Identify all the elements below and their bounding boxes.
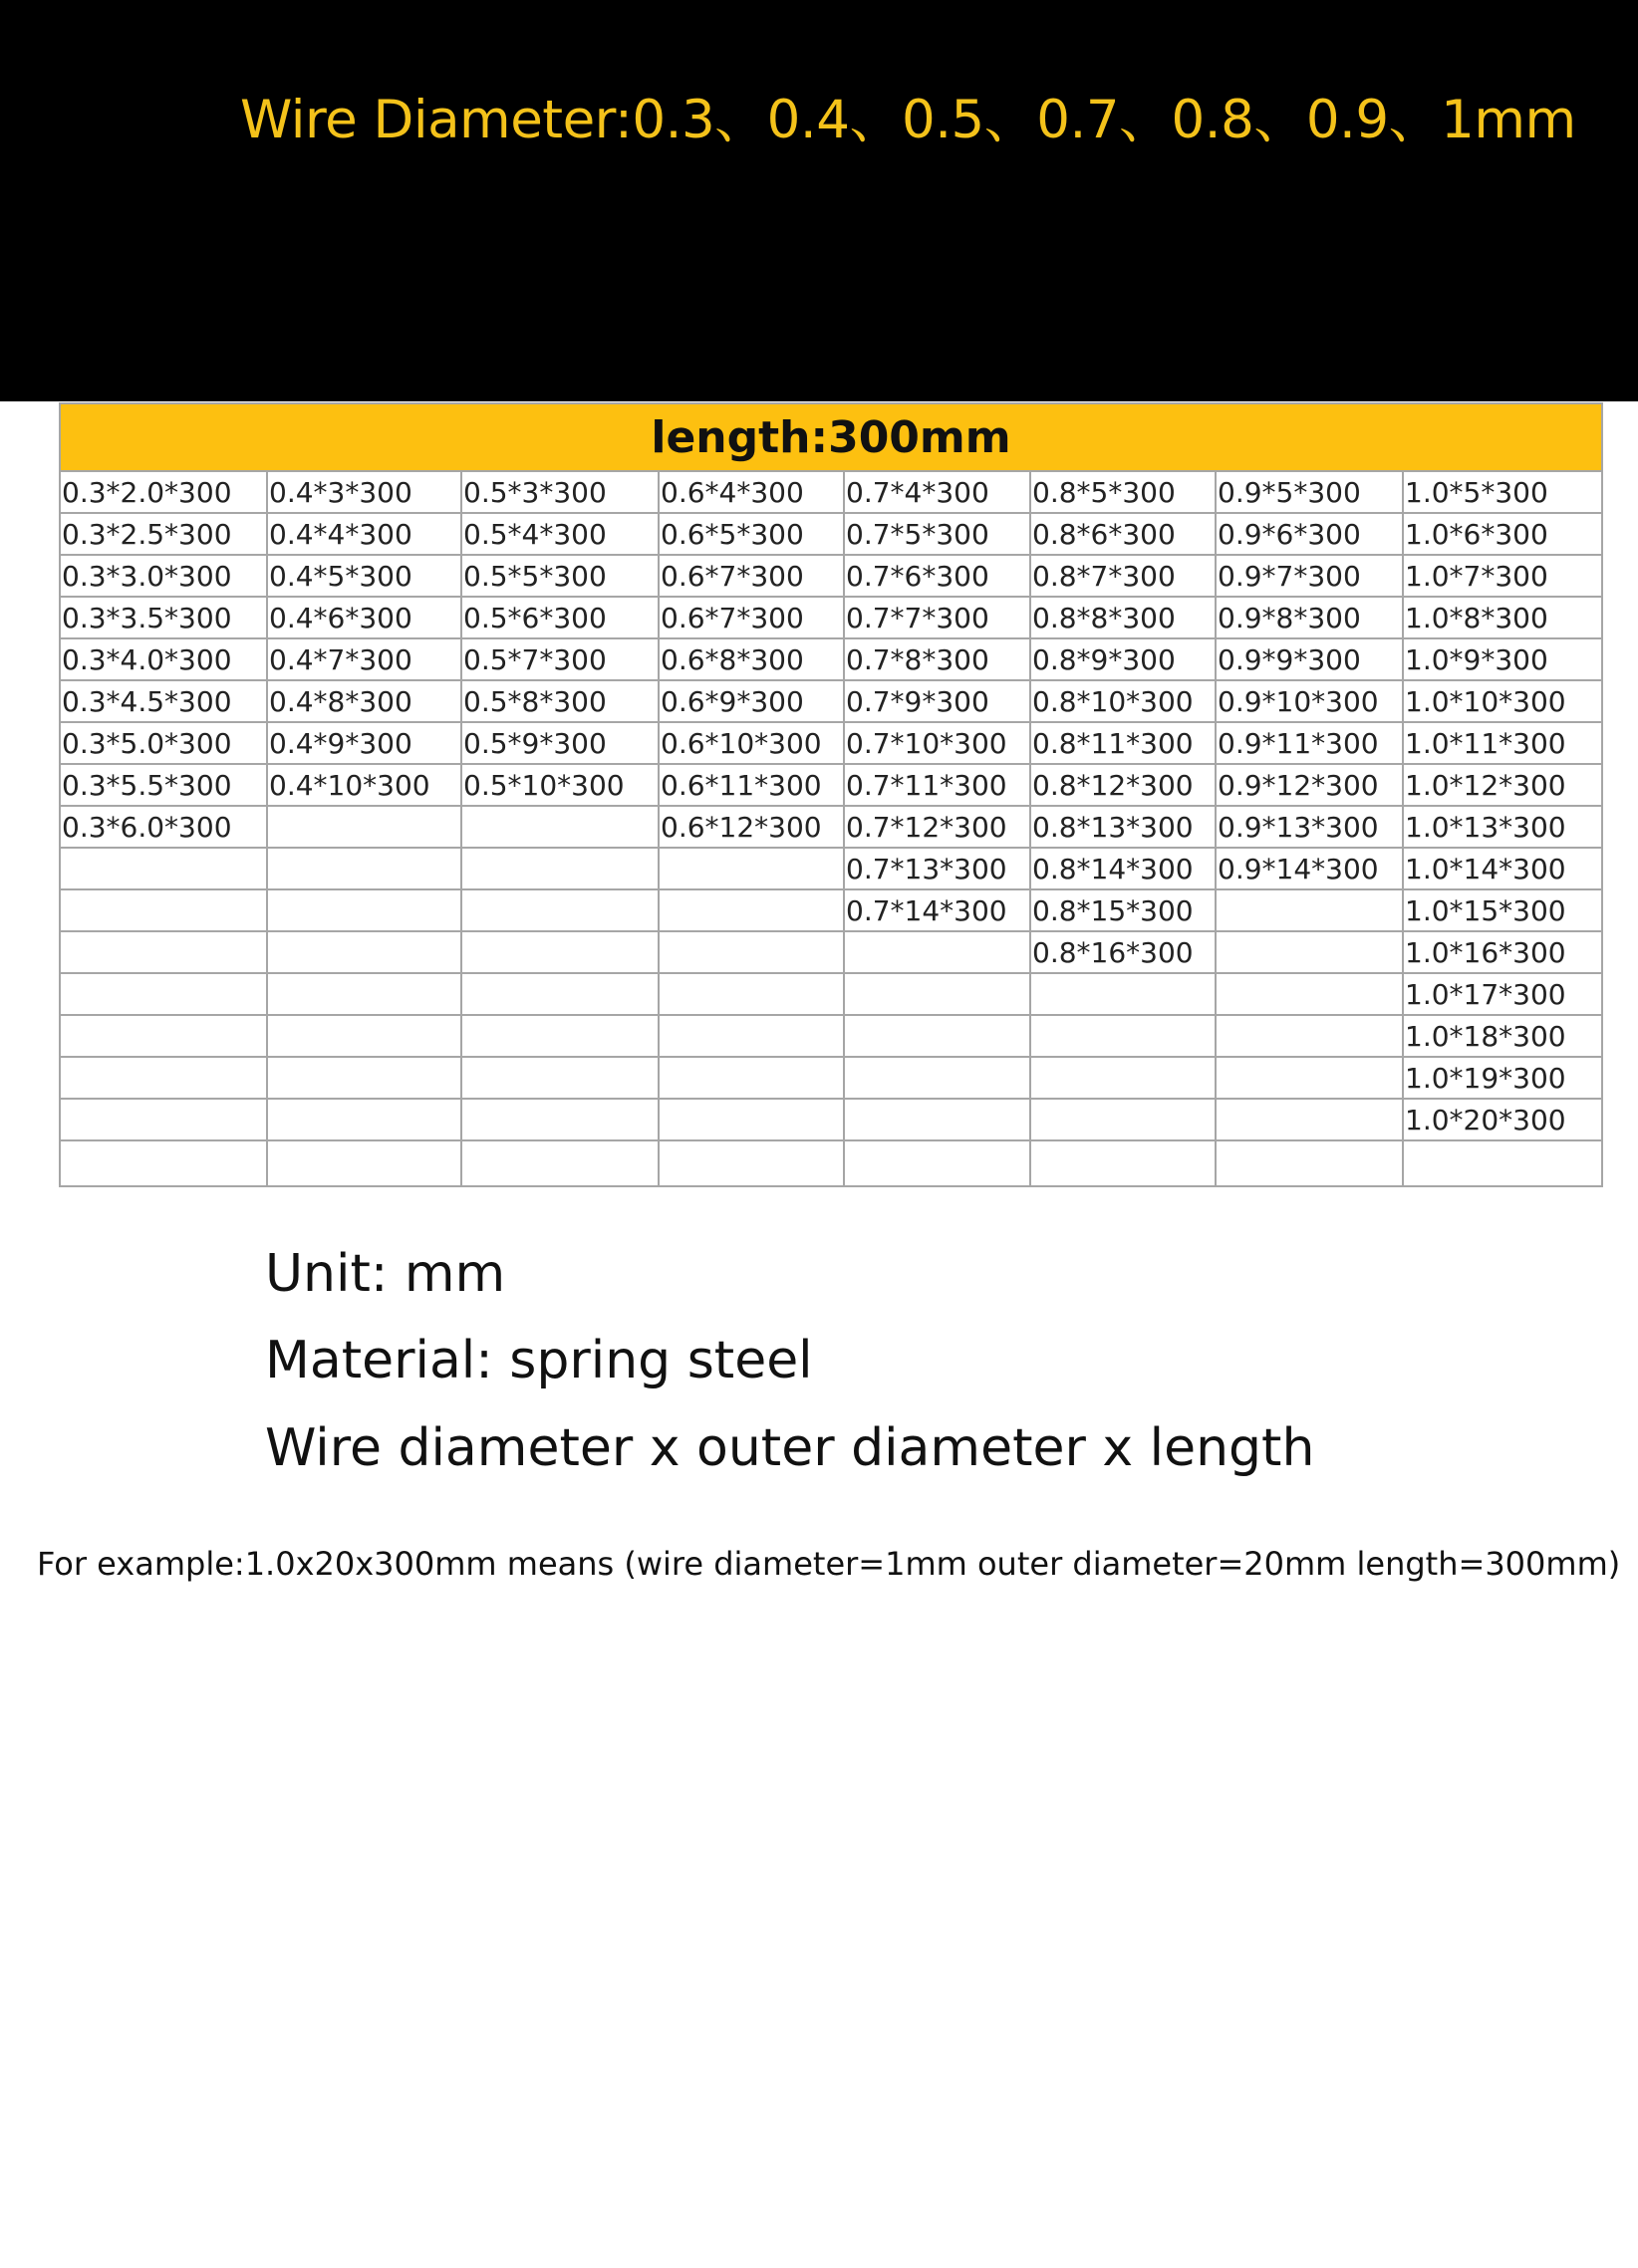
- spring-size-table: [59, 402, 1603, 1187]
- table-cell: [1030, 1099, 1216, 1140]
- table-cell: [659, 1015, 844, 1057]
- table-cell: [659, 931, 844, 973]
- table-cell: 0.3*5.5*300: [60, 764, 267, 806]
- table-cell: [461, 931, 659, 973]
- table-cell: [1030, 1015, 1216, 1057]
- table-cell: 0.8*12*300: [1030, 764, 1216, 806]
- top-banner: [0, 0, 1638, 401]
- table-cell: 0.6*10*300: [659, 722, 844, 764]
- table-cell: 0.8*7*300: [1030, 555, 1216, 597]
- table-cell: [461, 889, 659, 931]
- table-cell: 0.9*6*300: [1216, 513, 1403, 555]
- table-cell: 0.5*9*300: [461, 722, 659, 764]
- table-cell: 0.9*9*300: [1216, 638, 1403, 680]
- table-row: [60, 722, 1602, 764]
- table-cell: [60, 931, 267, 973]
- table-cell: 0.9*14*300: [1216, 848, 1403, 889]
- table-cell: 0.8*13*300: [1030, 806, 1216, 848]
- table-cell: [844, 1015, 1030, 1057]
- table-cell: 0.7*4*300: [844, 471, 1030, 513]
- table-cell: 0.8*6*300: [1030, 513, 1216, 555]
- table-row: [60, 597, 1602, 638]
- table-cell: 0.7*14*300: [844, 889, 1030, 931]
- table-row: [60, 1140, 1602, 1186]
- table-row: [60, 931, 1602, 973]
- table-cell: [267, 1140, 461, 1186]
- table-row: [60, 973, 1602, 1015]
- table-cell: [1403, 1140, 1602, 1186]
- table-cell: 0.4*5*300: [267, 555, 461, 597]
- material-text: Material: spring steel: [265, 1331, 813, 1390]
- table-cell: [659, 848, 844, 889]
- table-cell: 0.5*5*300: [461, 555, 659, 597]
- table-cell: 0.8*8*300: [1030, 597, 1216, 638]
- table-cell: [60, 889, 267, 931]
- table-cell: [844, 1099, 1030, 1140]
- table-cell: 0.8*10*300: [1030, 680, 1216, 722]
- format-text: Wire diameter x outer diameter x length: [265, 1418, 1315, 1478]
- table-cell: 1.0*9*300: [1403, 638, 1602, 680]
- table-cell: 1.0*6*300: [1403, 513, 1602, 555]
- table-cell: 0.6*11*300: [659, 764, 844, 806]
- table-cell: 0.4*10*300: [267, 764, 461, 806]
- table-cell: [60, 848, 267, 889]
- table-row: [60, 764, 1602, 806]
- table-cell: 0.6*4*300: [659, 471, 844, 513]
- table-cell: 0.6*9*300: [659, 680, 844, 722]
- table-cell: 0.4*7*300: [267, 638, 461, 680]
- table-cell: 1.0*20*300: [1403, 1099, 1602, 1140]
- table-cell: 0.5*10*300: [461, 764, 659, 806]
- table-cell: [844, 973, 1030, 1015]
- table-cell: [60, 973, 267, 1015]
- table-cell: [461, 973, 659, 1015]
- table-cell: 0.5*4*300: [461, 513, 659, 555]
- table-cell: 0.7*6*300: [844, 555, 1030, 597]
- table-cell: 0.7*13*300: [844, 848, 1030, 889]
- table-cell: 0.4*4*300: [267, 513, 461, 555]
- table-cell: 0.7*12*300: [844, 806, 1030, 848]
- table-cell: [1030, 1057, 1216, 1099]
- table-cell: 0.3*3.0*300: [60, 555, 267, 597]
- table-cell: 1.0*10*300: [1403, 680, 1602, 722]
- table-cell: [1216, 1057, 1403, 1099]
- table-cell: 0.7*10*300: [844, 722, 1030, 764]
- table-cell: [461, 806, 659, 848]
- table-cell: [267, 1057, 461, 1099]
- table-cell: [659, 973, 844, 1015]
- table-row: [60, 806, 1602, 848]
- wire-diameter-title: Wire Diameter:0.3、0.4、0.5、0.7、0.8、0.9、1mm: [240, 90, 1576, 150]
- table-cell: [60, 1099, 267, 1140]
- table-row: [60, 555, 1602, 597]
- table-cell: 1.0*13*300: [1403, 806, 1602, 848]
- table-cell: [844, 1057, 1030, 1099]
- table-cell: 1.0*12*300: [1403, 764, 1602, 806]
- table-cell: 1.0*16*300: [1403, 931, 1602, 973]
- table-row: [60, 638, 1602, 680]
- table-cell: [1216, 973, 1403, 1015]
- table-cell: [844, 931, 1030, 973]
- table-cell: 0.4*8*300: [267, 680, 461, 722]
- table-cell: [267, 1099, 461, 1140]
- table-cell: 0.8*15*300: [1030, 889, 1216, 931]
- table-cell: [60, 1057, 267, 1099]
- table-cell: 0.3*3.5*300: [60, 597, 267, 638]
- table-cell: [461, 1057, 659, 1099]
- table-body: [60, 471, 1602, 1186]
- table-cell: [60, 1015, 267, 1057]
- table-row: [60, 1015, 1602, 1057]
- table-row: [60, 1099, 1602, 1140]
- table-cell: 0.4*3*300: [267, 471, 461, 513]
- table-cell: 0.6*8*300: [659, 638, 844, 680]
- table-cell: 0.6*12*300: [659, 806, 844, 848]
- table-cell: [267, 931, 461, 973]
- table-cell: [659, 1099, 844, 1140]
- table-cell: 0.9*7*300: [1216, 555, 1403, 597]
- table-cell: 0.7*8*300: [844, 638, 1030, 680]
- table-cell: 1.0*14*300: [1403, 848, 1602, 889]
- table-cell: 0.9*11*300: [1216, 722, 1403, 764]
- table-cell: [461, 1015, 659, 1057]
- table-cell: 0.5*7*300: [461, 638, 659, 680]
- table-cell: 0.5*3*300: [461, 471, 659, 513]
- table-cell: 0.4*9*300: [267, 722, 461, 764]
- table-row: [60, 680, 1602, 722]
- table-cell: [267, 1015, 461, 1057]
- table-cell: 0.3*4.0*300: [60, 638, 267, 680]
- table-cell: 0.4*6*300: [267, 597, 461, 638]
- table-cell: [1216, 931, 1403, 973]
- table-cell: 0.3*5.0*300: [60, 722, 267, 764]
- table-cell: [659, 1140, 844, 1186]
- table-row: [60, 848, 1602, 889]
- table-cell: 0.3*4.5*300: [60, 680, 267, 722]
- table-cell: 1.0*15*300: [1403, 889, 1602, 931]
- table-cell: 0.8*14*300: [1030, 848, 1216, 889]
- table-row: [60, 889, 1602, 931]
- table-cell: 1.0*5*300: [1403, 471, 1602, 513]
- table-cell: 0.3*2.0*300: [60, 471, 267, 513]
- table-cell: [844, 1140, 1030, 1186]
- table-cell: 0.8*9*300: [1030, 638, 1216, 680]
- table-cell: 0.9*8*300: [1216, 597, 1403, 638]
- table-cell: [1216, 1099, 1403, 1140]
- table-cell: [267, 973, 461, 1015]
- table-cell: [1030, 1140, 1216, 1186]
- table-cell: [267, 806, 461, 848]
- table-cell: [1216, 889, 1403, 931]
- table-cell: 1.0*11*300: [1403, 722, 1602, 764]
- table-cell: 1.0*19*300: [1403, 1057, 1602, 1099]
- table-cell: [461, 1140, 659, 1186]
- table-cell: 0.7*9*300: [844, 680, 1030, 722]
- table-cell: [267, 848, 461, 889]
- table-cell: 0.7*7*300: [844, 597, 1030, 638]
- table-cell: 0.8*11*300: [1030, 722, 1216, 764]
- table-cell: [461, 848, 659, 889]
- table-cell: [60, 1140, 267, 1186]
- table-cell: 0.6*7*300: [659, 597, 844, 638]
- table-cell: 1.0*17*300: [1403, 973, 1602, 1015]
- table-cell: 0.6*5*300: [659, 513, 844, 555]
- table-cell: 0.5*8*300: [461, 680, 659, 722]
- table-cell: 1.0*7*300: [1403, 555, 1602, 597]
- table-cell: [659, 889, 844, 931]
- table-cell: 0.3*6.0*300: [60, 806, 267, 848]
- table-cell: 0.8*16*300: [1030, 931, 1216, 973]
- table-cell: 0.5*6*300: [461, 597, 659, 638]
- table-cell: [1216, 1140, 1403, 1186]
- table-cell: [267, 889, 461, 931]
- table-cell: 1.0*8*300: [1403, 597, 1602, 638]
- example-text: For example:1.0x20x300mm means (wire diameter=1mm outer diameter=20mm length=300mm): [37, 1545, 1621, 1583]
- table-header-length: length:300mm: [60, 403, 1602, 471]
- table-cell: 0.7*5*300: [844, 513, 1030, 555]
- table-cell: 0.6*7*300: [659, 555, 844, 597]
- table-cell: [659, 1057, 844, 1099]
- table-cell: [1030, 973, 1216, 1015]
- table-cell: [1216, 1015, 1403, 1057]
- table-cell: [461, 1099, 659, 1140]
- table-cell: 0.9*5*300: [1216, 471, 1403, 513]
- table-cell: 0.8*5*300: [1030, 471, 1216, 513]
- table-row: [60, 471, 1602, 513]
- table-row: [60, 1057, 1602, 1099]
- table-cell: 0.9*10*300: [1216, 680, 1403, 722]
- table-row: [60, 513, 1602, 555]
- table-cell: 0.3*2.5*300: [60, 513, 267, 555]
- table-cell: 0.7*11*300: [844, 764, 1030, 806]
- table-cell: 0.9*13*300: [1216, 806, 1403, 848]
- table-cell: 1.0*18*300: [1403, 1015, 1602, 1057]
- table-cell: 0.9*12*300: [1216, 764, 1403, 806]
- unit-text: Unit: mm: [265, 1244, 506, 1304]
